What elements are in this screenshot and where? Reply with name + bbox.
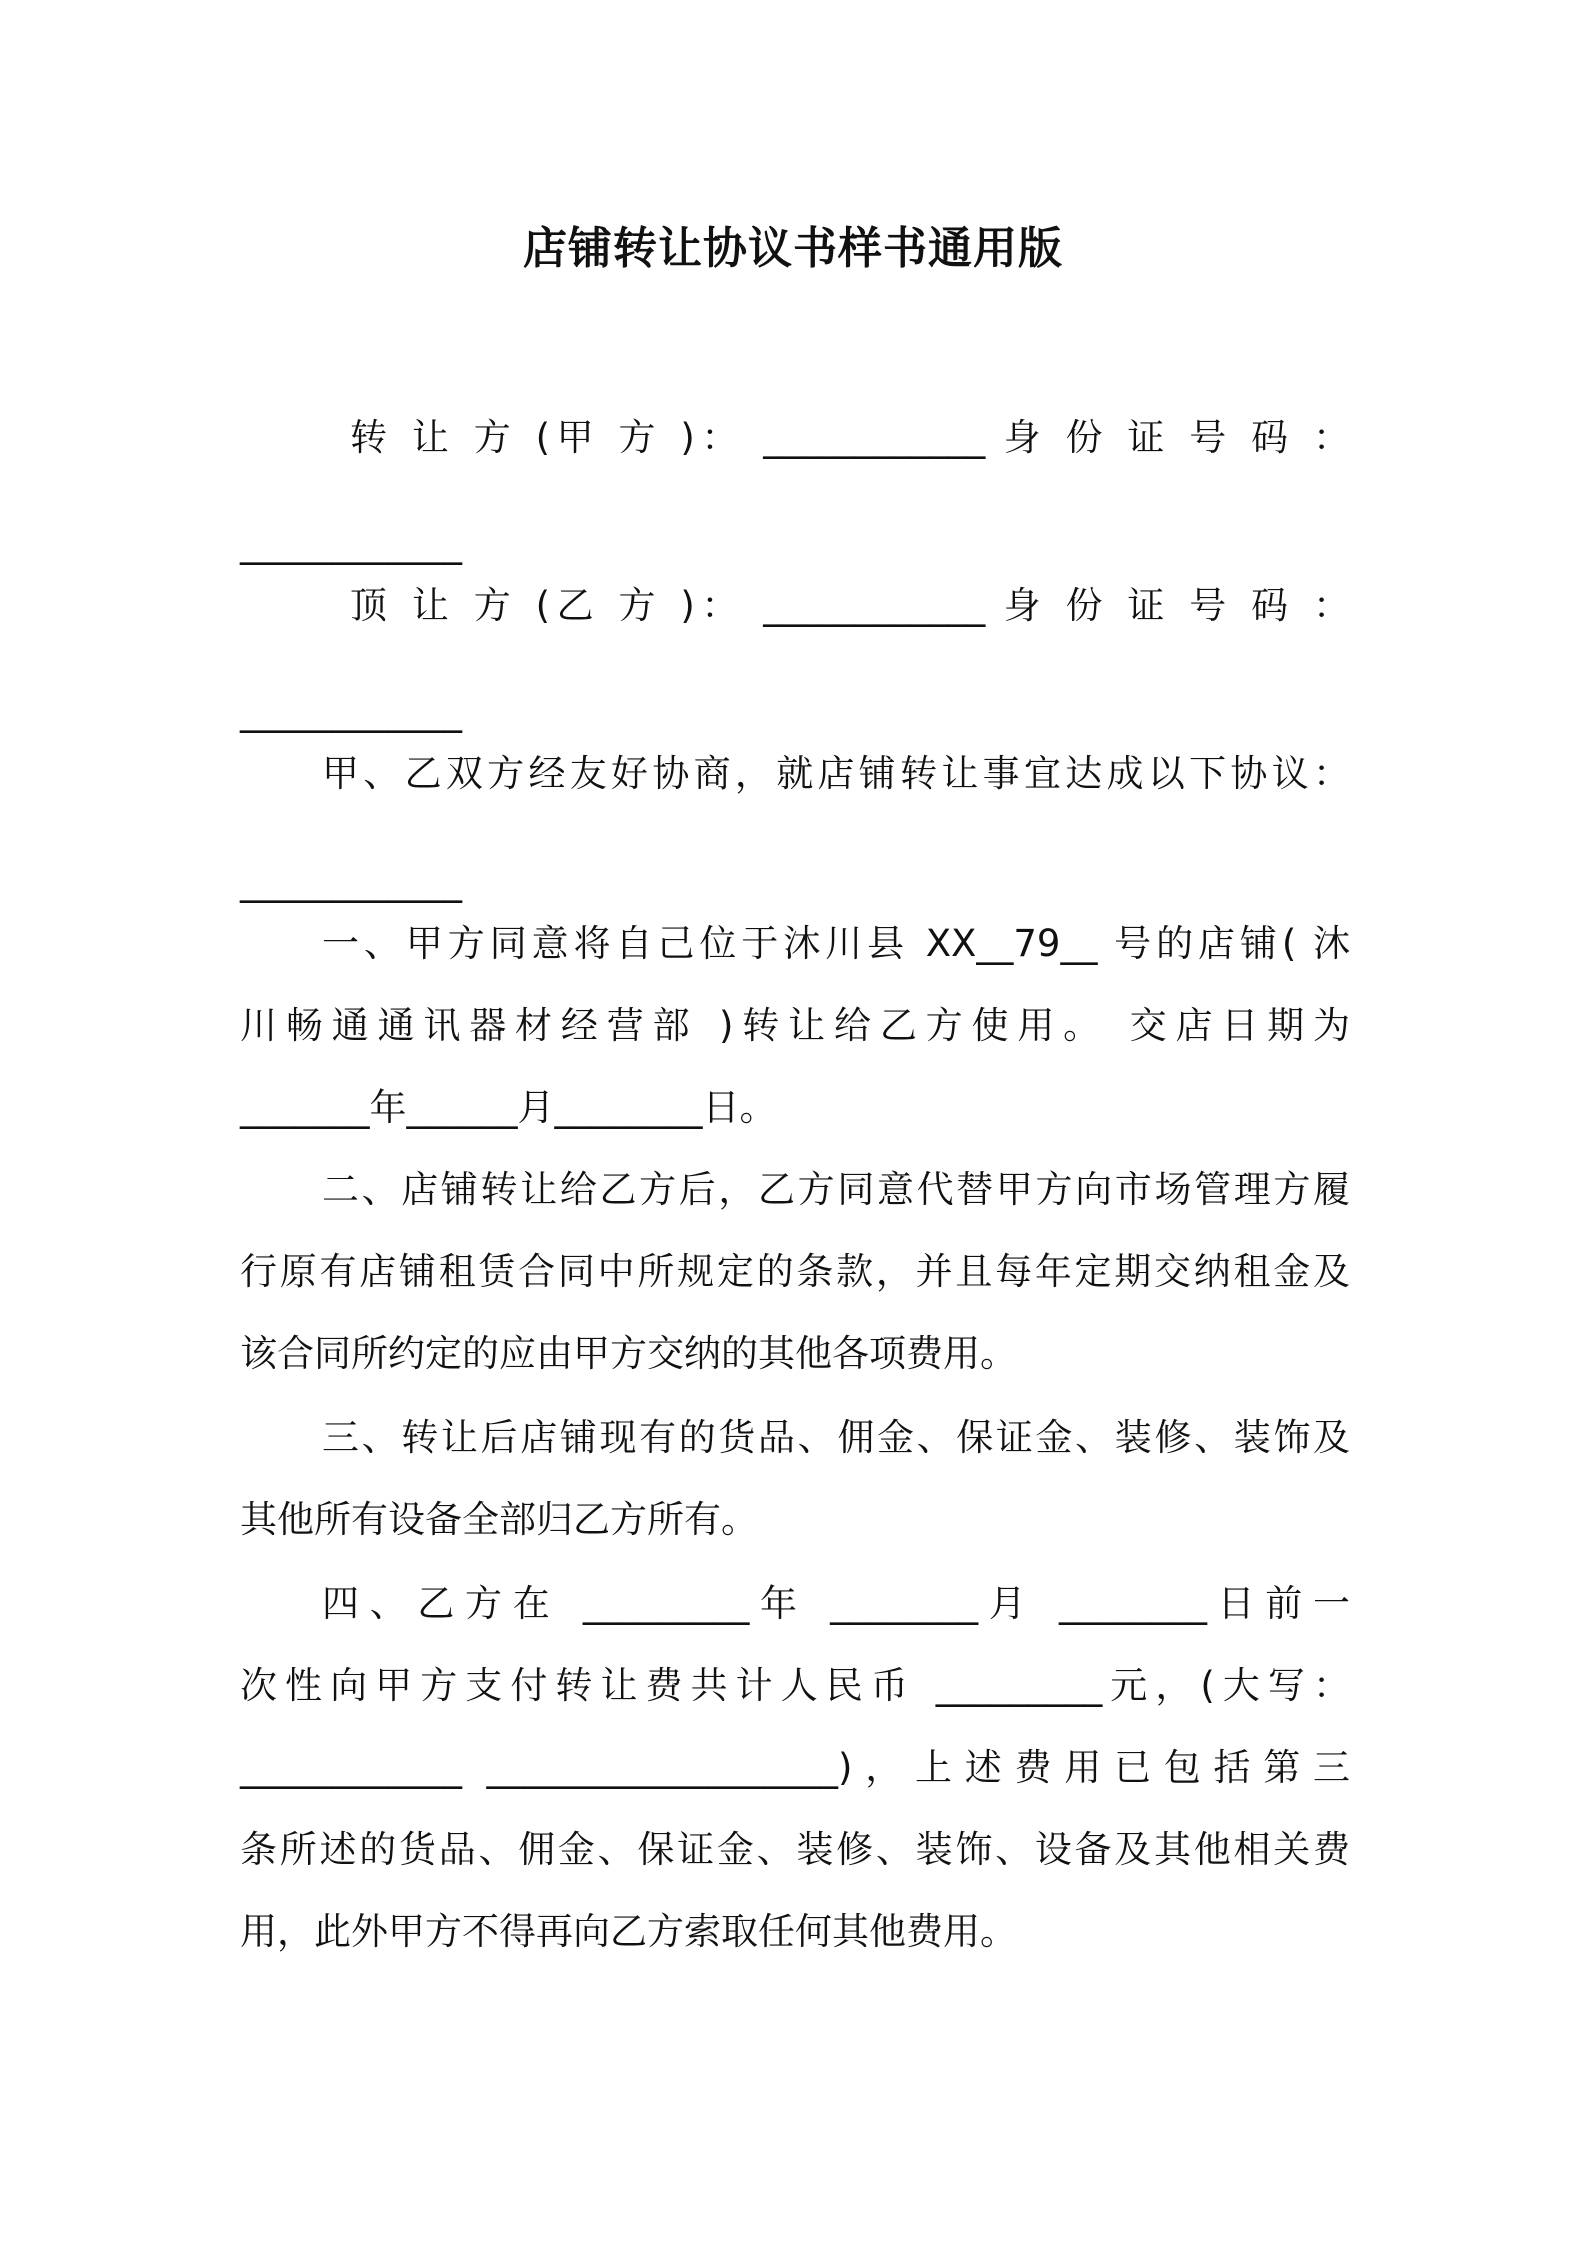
clause-3-line-2: 其他所有设备全部归乙方所有。 [240,1498,758,1541]
party-b-line [350,580,1350,632]
document-title: 店铺转让协议书样书通用版 [523,223,1063,274]
party-b-label: 顶 让 方 (乙 方 )： [350,584,745,627]
clause-2-line-2: 行原有店铺租赁合同中所规定的条款，并且每年定期交纳租金及 [240,1250,1350,1293]
clause-4-line-1: 四、乙方在 _________年 ________月 ________日前一 [322,1582,1350,1625]
clause-3-line-1: 三、转让后店铺现有的货品、佣金、保证金、装修、装饰及 [322,1416,1350,1459]
clause-2-line-3: 该合同所约定的应由甲方交纳的其他各项费用。 [240,1332,1017,1375]
party-b-id-blank: ____________ [240,690,462,733]
party-a-name-blank: ____________ [763,416,986,459]
party-b-id-label: 身 份 证 号 码 ： [1003,584,1351,627]
party-a-id-label: 身 份 证 号 码 ： [1003,416,1351,459]
party-a-line [350,412,1350,464]
clause-1-line-2: 川畅通通讯器材经营部 )转让给乙方使用。 交店日期为 [240,1004,1350,1047]
intro-text: 甲、乙双方经友好协商，就店铺转让事宜达成以下协议： [322,752,1350,795]
clause-1-line-1: 一、甲方同意将自己位于沐川县 XX__79__ 号的店铺( 沐 [322,922,1350,965]
clause-4-line-5: 用，此外甲方不得再向乙方索取任何其他费用。 [240,1910,1017,1953]
clause-2-line-1: 二、店铺转让给乙方后，乙方同意代替甲方向市场管理方履 [322,1168,1350,1211]
clause-1-line-3: _______年______月________日。 [240,1086,777,1129]
intro-blank: ____________ [240,860,462,903]
clause-4-line-2: 次性向甲方支付转让费共计人民币 _________元，(大写： [240,1664,1350,1707]
party-a-label: 转 让 方 (甲 方 )： [350,416,745,459]
party-b-name-blank: ____________ [763,584,986,627]
party-a-id-blank: ____________ [240,522,462,565]
clause-4-line-4: 条所述的货品、佣金、保证金、装修、装饰、设备及其他相关费 [240,1828,1350,1871]
clause-4-line-3: ____________ ___________________)，上述费用已包括第三 [240,1746,1350,1789]
